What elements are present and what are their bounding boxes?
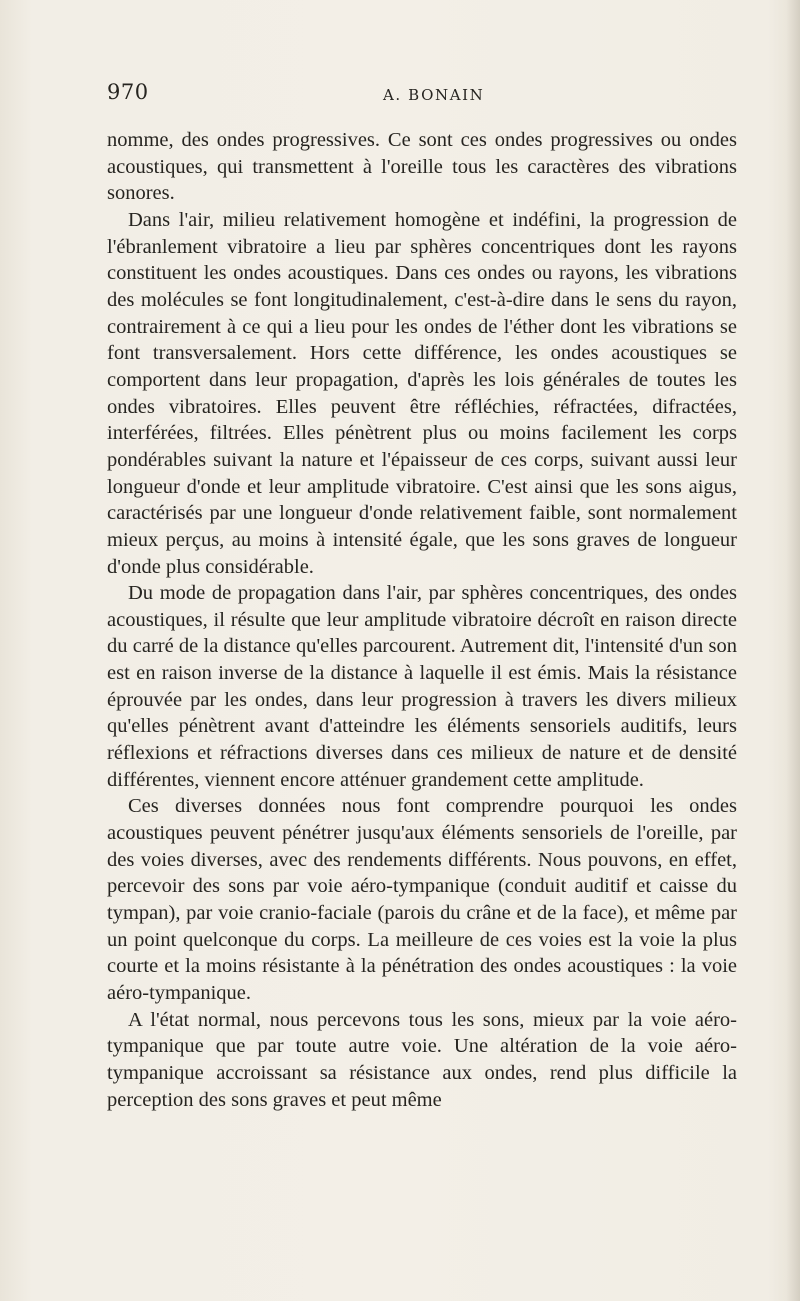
- running-head: [107, 80, 737, 108]
- running-head-author: A. BONAIN: [383, 86, 485, 104]
- page-edge-shadow: [786, 0, 800, 1301]
- paragraph-1: nomme, des ondes progressives. Ce sont ces ondes progressives ou ondes acoustiques, qui transmettent à l'oreille tous les caractères des vibrations sonores.: [107, 129, 737, 205]
- paragraph-5: A l'état normal, nous percevons tous les sons, mieux par la voie aéro-tympanique que par toute autre voie. Une altération de la voie aéro-tympanique accroissant sa résistance aux ondes, rend plus difficile la perception des sons graves et peut même: [107, 1008, 737, 1111]
- body-text: [107, 127, 737, 1113]
- paragraph-4: Ces diverses données nous font comprendre pourquoi les ondes acoustiques peuvent pénétrer jusqu'aux éléments sensoriels de l'oreille, par des voies diverses, avec des rendements différents. Nous pouvons, en effet, percevoir des sons par voie aéro-tympanique (conduit auditif et caisse du tympan), par voie cranio-faciale (parois du crâne et de la face), et même par un point quelconque du corps. La meilleure de ces voies est la voie la plus courte et la moins résistante à la pénétration des ondes acoustiques : la voie aéro-tympanique.: [107, 795, 737, 1004]
- paragraph-2: Dans l'air, milieu relativement homogène et indéfini, la progression de l'ébranlement vibratoire a lieu par sphères concentriques dont les rayons constituent les ondes acoustiques. Dans ces ondes ou rayons, les vibrations des molécules se font longitudinalement, c'est-à-dire dans le sens du rayon, contrairement à ce qui a lieu pour les ondes de l'éther dont les vibrations se font transversalement. Hors cette différence, les ondes acoustiques se comportent dans leur propagation, d'après les lois générales de toutes les ondes vibratoires. Elles peuvent être réfléchies, réfractées, difractées, interférées, filtrées. Elles pénètrent plus ou moins facilement les corps pondérables suivant la nature et l'épaisseur de ces corps, suivant aussi leur longueur d'onde et leur amplitude vibratoire. C'est ainsi que les sons aigus, caractérisés par une longueur d'onde relativement faible, sont normalement mieux perçus, au moins à intensité égale, que les sons graves de longueur d'onde plus considérable.: [107, 208, 737, 578]
- paragraph-3: Du mode de propagation dans l'air, par sphères concentriques, des ondes acoustiques, il résulte que leur amplitude vibratoire décroît en raison directe du carré de la distance qu'elles parcourent. Autrement dit, l'intensité d'un son est en raison inverse de la distance à laquelle il est émis. Mais la résistance éprouvée par les ondes, dans leur progression à travers les divers milieux qu'elles pénètrent avant d'atteindre les éléments sensoriels auditifs, leurs réflexions et réfractions diverses dans ces milieux de nature et de densité différentes, viennent encore atténuer grandement cette amplitude.: [107, 582, 737, 791]
- page-number: 970: [107, 80, 149, 104]
